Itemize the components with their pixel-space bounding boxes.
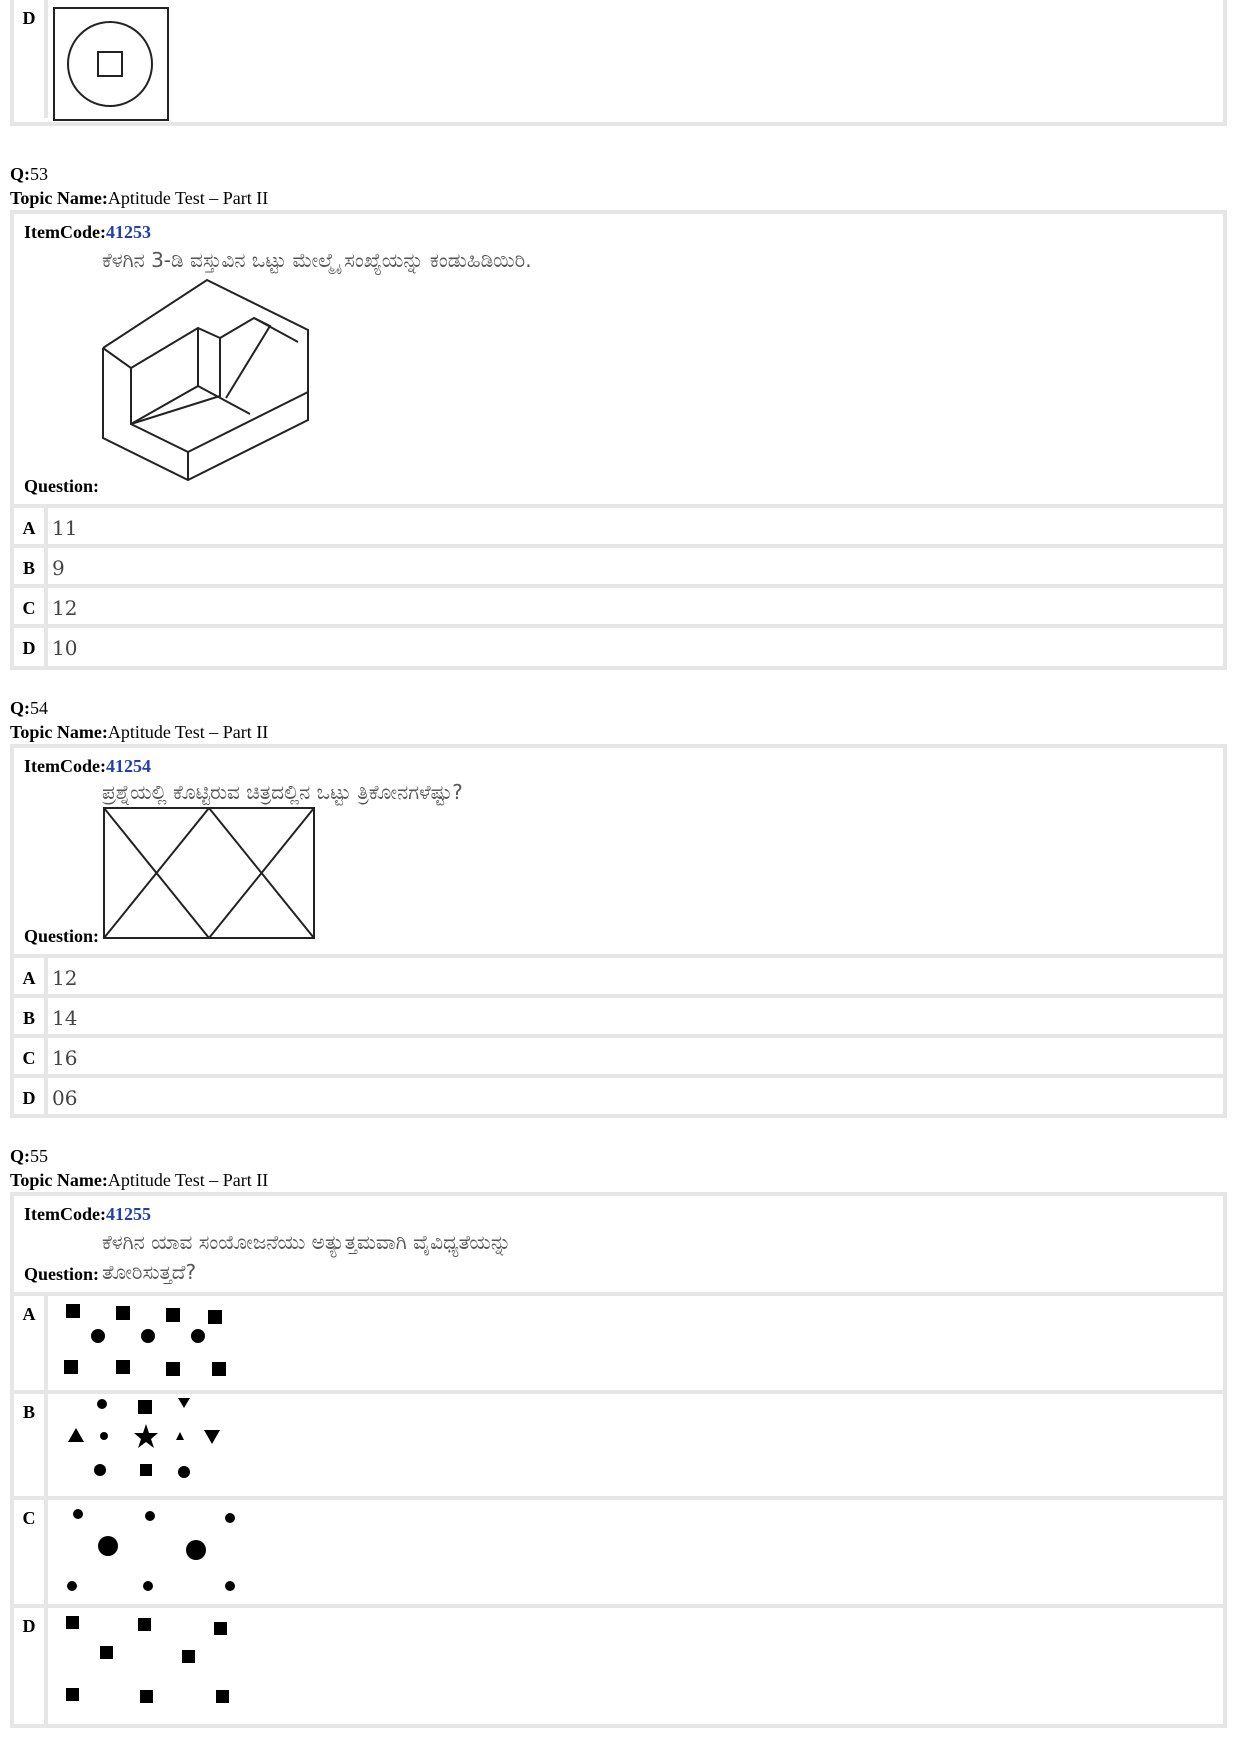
option-label: A [22, 1304, 36, 1324]
option-row[interactable] [14, 1604, 1223, 1724]
pattern-figure-d [54, 1608, 254, 1724]
question-text: ಕೆಳಗಿನ 3-ಡಿ ವಸ್ತುವಿನ ಒಟ್ಟು ಮೇಲ್ಮೈ ಸಂಖ್ಯೆಯನ್ನು ಕಂಡುಹಿಡಿಯಿರಿ. [102, 248, 532, 272]
option-row[interactable] [14, 1292, 1223, 1390]
item-code [24, 756, 151, 777]
question-box [10, 1192, 1227, 1728]
itemcode-label: ItemCode: [24, 1204, 106, 1224]
3d-object-figure [98, 274, 338, 494]
divider [44, 0, 48, 118]
itemcode-label: ItemCode: [24, 222, 106, 242]
question-label: Question: [24, 1264, 100, 1284]
divider [44, 1038, 48, 1074]
topic-label: Topic Name: [10, 1170, 108, 1190]
question-label: Question: [24, 926, 100, 946]
question-number [10, 164, 48, 185]
option-label: C [22, 598, 36, 618]
option-label: A [22, 518, 36, 538]
option-label: C [22, 1508, 36, 1528]
divider [44, 1608, 48, 1724]
option-label: B [22, 1008, 35, 1028]
option-label: D [22, 1088, 36, 1108]
topic-line [10, 1170, 268, 1191]
pattern-figure-c [54, 1500, 254, 1604]
option-value: 06 [52, 1086, 78, 1110]
divider [44, 588, 48, 624]
divider [44, 1500, 48, 1604]
divider [44, 1394, 48, 1496]
option-label: D [22, 8, 36, 28]
option-label: C [22, 1048, 36, 1068]
topic-name: Aptitude Test – Part II [107, 188, 269, 208]
topic-label: Topic Name: [10, 722, 108, 742]
option-row[interactable] [14, 954, 1223, 994]
q-number: 54 [30, 698, 48, 718]
topic-line [10, 722, 268, 743]
q-label: Q: [10, 164, 30, 184]
option-row[interactable] [14, 624, 1223, 666]
question-box [10, 744, 1227, 1118]
question-text-line1: ಕೆಳಗಿನ ಯಾವ ಸಂಯೋಜನೆಯು ಅತ್ಯುತ್ತಮವಾಗಿ ವೈವಿಧ್ಯತೆಯನ್ನು [102, 1230, 512, 1254]
itemcode-value: 41253 [105, 222, 151, 242]
itemcode-value: 41255 [105, 1204, 151, 1224]
option-row[interactable] [14, 0, 1223, 118]
q-number: 55 [30, 1146, 48, 1166]
pattern-figure-b [54, 1394, 254, 1494]
divider [44, 958, 48, 994]
itemcode-label: ItemCode: [24, 756, 106, 776]
divider [44, 1078, 48, 1114]
item-code [24, 222, 151, 243]
topic-name: Aptitude Test – Part II [107, 1170, 269, 1190]
option-label: A [22, 968, 36, 988]
circle-square-figure [50, 4, 170, 124]
option-row[interactable] [14, 1390, 1223, 1496]
item-code [24, 1204, 151, 1225]
option-row[interactable] [14, 1074, 1223, 1114]
q-label: Q: [10, 1146, 30, 1166]
question-text: ಪ್ರಶ್ನೆಯಲ್ಲಿ ಕೊಟ್ಟಿರುವ ಚಿತ್ರದಲ್ಲಿನ ಒಟ್ಟು ತ್ರಿಕೋನಗಳೆಷ್ಟು? [102, 780, 463, 804]
option-row[interactable] [14, 1034, 1223, 1074]
question-number [10, 698, 48, 719]
option-value: 9 [52, 556, 65, 580]
topic-name: Aptitude Test – Part II [107, 722, 269, 742]
option-label: B [22, 1402, 35, 1422]
option-label: B [22, 558, 35, 578]
option-value: 11 [52, 516, 78, 540]
question-number [10, 1146, 48, 1167]
option-value: 12 [52, 596, 78, 620]
option-label: D [22, 638, 36, 658]
topic-label: Topic Name: [10, 188, 108, 208]
option-value: 14 [52, 1006, 78, 1030]
divider [44, 628, 48, 666]
question-box [10, 210, 1227, 670]
option-value: 16 [52, 1046, 78, 1070]
topic-line [10, 188, 268, 209]
option-label: D [22, 1616, 36, 1636]
prev-question-options [10, 0, 1227, 126]
divider [44, 548, 48, 584]
option-row[interactable] [14, 1496, 1223, 1604]
itemcode-value: 41254 [105, 756, 151, 776]
q-number: 53 [30, 164, 48, 184]
divider [44, 1296, 48, 1390]
option-value: 12 [52, 966, 78, 990]
option-row[interactable] [14, 504, 1223, 544]
question-label: Question: [24, 476, 100, 496]
divider [44, 508, 48, 544]
pattern-figure-a [54, 1296, 254, 1388]
triangles-figure [102, 806, 322, 946]
option-value: 10 [52, 636, 78, 660]
option-row[interactable] [14, 544, 1223, 584]
divider [44, 998, 48, 1034]
q-label: Q: [10, 698, 30, 718]
option-row[interactable] [14, 994, 1223, 1034]
option-row[interactable] [14, 584, 1223, 624]
question-text-line2: ತೋರಿಸುತ್ತದೆ? [102, 1260, 197, 1284]
